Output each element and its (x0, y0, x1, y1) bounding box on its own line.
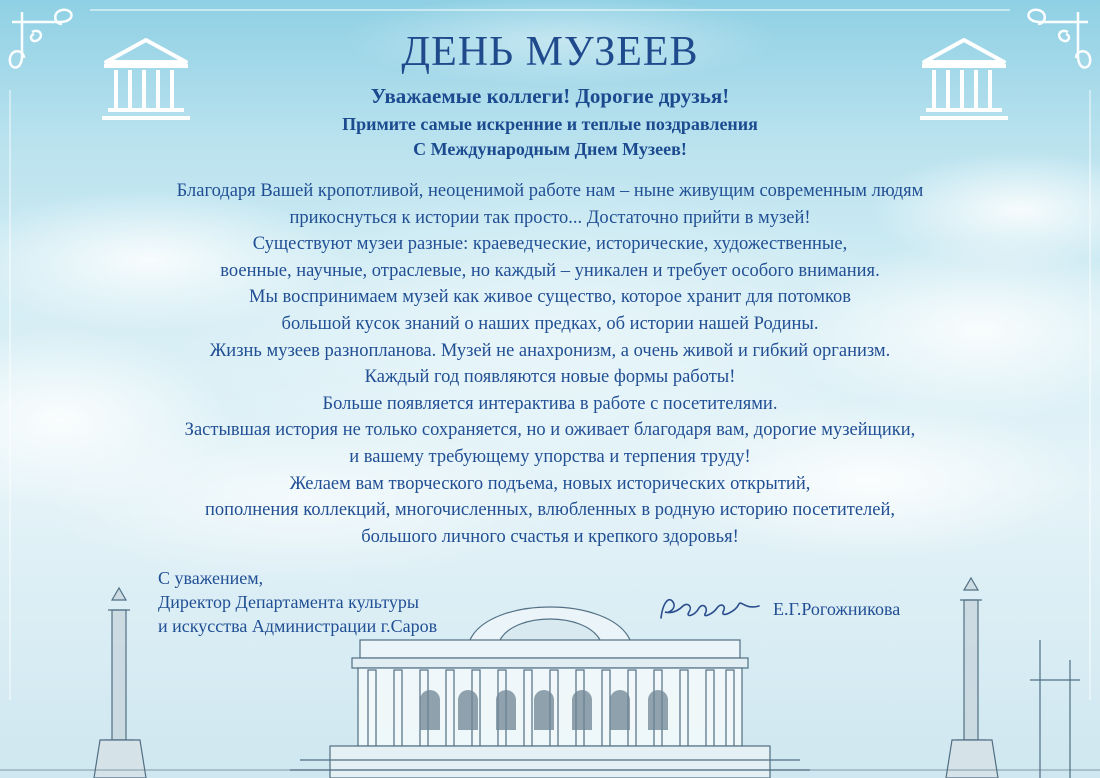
body-line: Желаем вам творческого подъема, новых исторических открытий, (289, 473, 811, 494)
body-line: пополнения коллекций, многочисленных, влюбленных в родную историю посетителей, (204, 500, 896, 521)
body-line: Благодаря Вашей кропотливой, неоценимой работе нам – ныне живущим современным людям (176, 181, 924, 201)
greeting: Уважаемые коллеги! Дорогие друзья! (370, 84, 730, 108)
body-line: прикоснуться к истории так просто... Достаточно прийти в музей! (289, 207, 811, 228)
signer-name: Е.Г.Рогожникова (773, 599, 901, 619)
signature-block (158, 566, 437, 638)
page-title: ДЕНЬ МУЗЕЕВ (401, 29, 699, 75)
congratulation-line-1: Примите самые искренние и теплые поздравления (342, 114, 758, 134)
congratulation-line-2: С Международным Днем Музеев! (413, 139, 687, 159)
closing-text: С уважением, (158, 568, 264, 588)
position-line-1: Директор Департамента культуры (158, 592, 419, 612)
body-line: и вашему требующему упорства и терпения труду! (349, 446, 751, 467)
body-line: Жизнь музеев разнопланова. Музей не анахронизм, а очень живой и гибкий организм. (209, 340, 891, 361)
body-line: большой кусок знаний о наших предках, об истории нашей Родины. (281, 313, 819, 334)
body-line: большого личного счастья и крепкого здоровья! (361, 526, 739, 547)
body-line: Каждый год появляются новые формы работы! (364, 367, 736, 388)
body-line: Больше появляется интерактива в работе с посетителями. (322, 393, 778, 414)
position-line-2: и искусства Администрации г.Саров (158, 616, 438, 636)
body-line: Застывшая история не только сохраняется, но и оживает благодаря вам, дорогие музейщики, (184, 420, 916, 441)
body-line: Существуют музеи разные: краеведческие, исторические, художественные, (252, 234, 848, 255)
handwritten-signature (655, 588, 765, 628)
body-line: военные, научные, отраслевые, но каждый – уникален и требует особого внимания. (220, 260, 880, 281)
body-line: Мы воспринимаем музей как живое существо, которое хранит для потомков (249, 287, 851, 308)
